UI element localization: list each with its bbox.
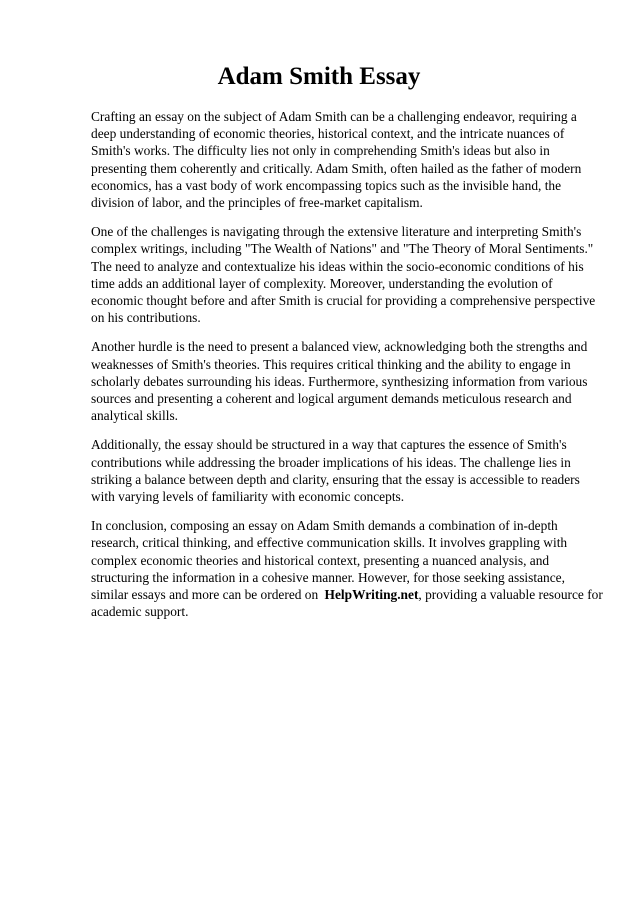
helpwriting-link[interactable]: HelpWriting.net [324, 587, 419, 603]
conclusion-text: In conclusion, composing an essay on Adam Smith demands a combination of in-depth research, critical thinking, and effective communication skills. It involves grappling with complex economic theories and historical context, presenting a nuanced analysis, and structuring the information in a cohesive manner. However, for those seeking assistance, similar essays and more can be ordered on [91, 518, 568, 603]
page-title: Adam Smith Essay [217, 63, 421, 90]
paragraph-conclusion [91, 517, 603, 620]
essay-body [91, 108, 603, 632]
paragraph-structure: Additionally, the essay should be structured in a way that captures the essence of Smith's contributions while addressing the broader implications of his ideas. The challenge lies in striking a balance between depth and clarity, ensuring that the essay is accessible to readers with varying levels of familiarity with economic concepts. [91, 437, 580, 505]
paragraph-challenges: One of the challenges is navigating through the extensive literature and interpreting Smith's complex writings, including "The Wealth of Nations" and "The Theory of Moral Sentiments." The need to analyze and contextualize his ideas within the socio-economic conditions of his time adds an additional layer of complexity. Moreover, understanding the evolution of economic thought before and after Smith is crucial for providing a comprehensive perspective on his contributions. [91, 224, 596, 326]
paragraph-hurdle: Another hurdle is the need to present a balanced view, acknowledging both the strengths and weaknesses of Smith's theories. This requires critical thinking and the ability to engage in scholarly debates surrounding his ideas. Furthermore, synthesizing information from various sources and presenting a coherent and logical argument demands meticulous research and analytical skills. [91, 339, 588, 424]
conclusion-tail: , providing a valuable resource for academic support. [91, 587, 603, 620]
paragraph-intro: Crafting an essay on the subject of Adam Smith can be a challenging endeavor, requiring a deep understanding of economic theories, historical context, and the intricate nuances of Smith's works. The difficulty lies not only in comprehending Smith's ideas but also in presenting them coherently and critically. Adam Smith, often hailed as the father of modern economics, has a vast body of work encompassing topics such as the invisible hand, the division of labor, and the principles of free-market capitalism. [91, 109, 582, 211]
